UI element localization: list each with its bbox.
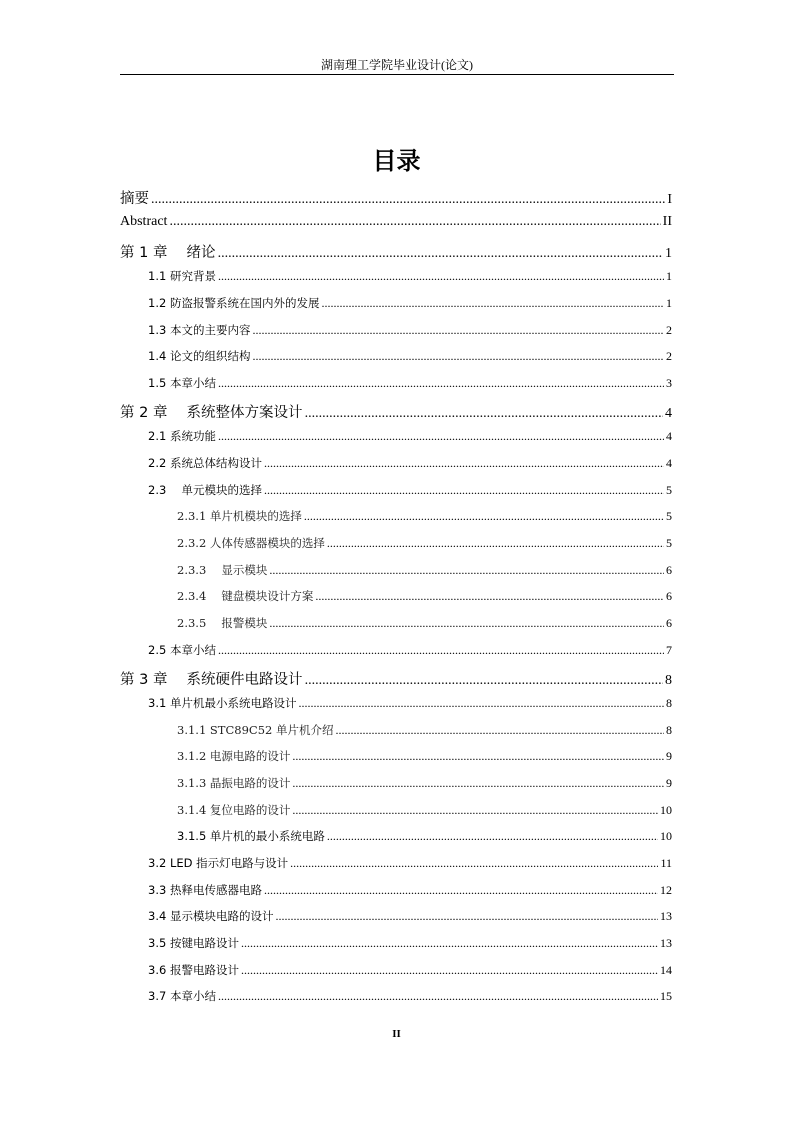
- toc-entry-label: 3.7 本章小结: [148, 989, 216, 1003]
- toc-entry-page: 12: [660, 883, 672, 897]
- toc-entry-2-2[interactable]: [148, 455, 672, 471]
- toc-entry-label: 第 1 章 绪论: [120, 245, 216, 261]
- toc-leader-dots: [151, 192, 665, 208]
- toc-entry-label: 3.1.2 电源电路的设计: [177, 749, 291, 763]
- toc-entry-page: 9: [666, 749, 672, 763]
- toc-title: 目录: [372, 147, 421, 175]
- toc-entry-1-1[interactable]: [148, 268, 672, 284]
- toc-leader-dots: [218, 246, 663, 262]
- toc-entry-page: 8: [666, 723, 672, 737]
- toc-entry-2-3-5[interactable]: [177, 615, 672, 631]
- toc-leader-dots: [218, 429, 664, 444]
- toc-entry-3-1[interactable]: [148, 695, 672, 711]
- toc-entry-3-5[interactable]: [148, 935, 672, 951]
- toc-entry-label: 1.2 防盗报警系统在国内外的发展: [148, 296, 320, 310]
- toc-entry-chapter-2[interactable]: [120, 401, 672, 422]
- toc-entry-label: 2.3.5 报警模块: [177, 616, 268, 630]
- toc-entry-page: 8: [666, 696, 672, 710]
- toc-leader-dots: [275, 909, 658, 924]
- header-rule: [120, 74, 674, 75]
- toc-entry-page: 15: [660, 989, 672, 1003]
- toc-entry-label: 2.3.2 人体传感器模块的选择: [177, 536, 325, 550]
- toc-leader-dots: [264, 483, 664, 498]
- toc-entry-label: 2.3.1 单片机模块的选择: [177, 509, 302, 523]
- toc-entry-page: I: [667, 192, 672, 207]
- toc-entry-label: 1.4 论文的组织结构: [148, 349, 251, 363]
- toc-entry-page: 1: [665, 246, 672, 261]
- toc-leader-dots: [252, 323, 664, 338]
- toc-entry-label: 2.1 系统功能: [148, 429, 216, 443]
- toc-entry-label: 第 3 章 系统硬件电路设计: [120, 672, 303, 688]
- toc-entry-page: II: [662, 214, 672, 229]
- toc-entry-page: 5: [666, 509, 672, 523]
- toc-entry-label: 3.6 报警电路设计: [148, 963, 239, 977]
- toc-entry-label: 1.1 研究背景: [148, 269, 216, 283]
- toc-leader-dots: [218, 989, 658, 1004]
- toc-entry-page: 2: [666, 349, 672, 363]
- toc-entry-3-1-2[interactable]: [177, 748, 672, 764]
- toc-entry-page: 3: [666, 376, 672, 390]
- toc-entry-3-1-4[interactable]: [177, 802, 672, 818]
- toc-leader-dots: [327, 536, 664, 551]
- toc-entry-abstract-cn[interactable]: [120, 187, 672, 208]
- toc-entry-chapter-3[interactable]: [120, 668, 672, 689]
- toc-entry-page: 11: [660, 856, 672, 870]
- toc-entry-page: 5: [666, 483, 672, 497]
- toc-entry-label: 3.3 热释电传感器电路: [148, 883, 262, 897]
- toc-leader-dots: [336, 723, 665, 738]
- toc-entry-2-3-2[interactable]: [177, 535, 672, 551]
- toc-entry-page: 6: [666, 589, 672, 603]
- toc-entry-label: 3.1.3 晶振电路的设计: [177, 776, 291, 790]
- toc-entry-label: 3.1 单片机最小系统电路设计: [148, 696, 297, 710]
- toc-entry-2-3-1[interactable]: [177, 508, 672, 524]
- toc-entry-3-6[interactable]: [148, 962, 672, 978]
- toc-leader-dots: [304, 509, 664, 524]
- toc-entry-3-4[interactable]: [148, 908, 672, 924]
- page-header: 湖南理工学院毕业设计(论文): [321, 58, 473, 72]
- toc-entry-page: 9: [666, 776, 672, 790]
- toc-entry-page: 4: [666, 429, 672, 443]
- toc-entry-label: 2.2 系统总体结构设计: [148, 456, 262, 470]
- toc-leader-dots: [305, 406, 663, 422]
- toc-entry-2-1[interactable]: [148, 428, 672, 444]
- toc-leader-dots: [252, 349, 664, 364]
- toc-leader-dots: [290, 856, 658, 871]
- toc-entry-2-3-3[interactable]: [177, 562, 672, 578]
- toc-leader-dots: [298, 696, 664, 711]
- toc-entry-3-7[interactable]: [148, 988, 672, 1004]
- toc-entry-3-1-1[interactable]: [177, 722, 672, 738]
- toc-entry-2-3[interactable]: [148, 482, 672, 498]
- toc-entry-label: 3.5 按键电路设计: [148, 936, 239, 950]
- toc-entry-label: 摘要: [120, 191, 149, 207]
- toc-entry-label: 2.3.4 键盘模块设计方案: [177, 589, 314, 603]
- toc-entry-abstract-en[interactable]: [120, 214, 672, 230]
- toc-entry-1-4[interactable]: [148, 348, 672, 364]
- toc-entry-3-2[interactable]: [148, 855, 672, 871]
- toc-leader-dots: [264, 456, 664, 471]
- toc-leader-dots: [292, 803, 658, 818]
- toc-entry-1-5[interactable]: [148, 375, 672, 391]
- toc-entry-3-1-5[interactable]: [177, 828, 672, 844]
- toc-entry-label: 3.1.5 单片机的最小系统电路: [177, 829, 325, 843]
- toc-entry-page: 2: [666, 323, 672, 337]
- toc-entry-label: 1.3 本文的主要内容: [148, 323, 251, 337]
- toc-entry-label: 2.3 单元模块的选择: [148, 483, 262, 497]
- toc-entry-page: 10: [660, 803, 672, 817]
- toc-leader-dots: [169, 214, 660, 230]
- toc-entry-page: 4: [665, 406, 672, 421]
- toc-entry-label: 2.3.3 显示模块: [177, 563, 268, 577]
- toc-entry-2-3-4[interactable]: [177, 588, 672, 604]
- toc-entry-page: 8: [665, 673, 672, 688]
- toc-leader-dots: [218, 643, 664, 658]
- toc-entry-page: 4: [666, 456, 672, 470]
- toc-entry-label: 2.5 本章小结: [148, 643, 216, 657]
- toc-entry-1-3[interactable]: [148, 322, 672, 338]
- page-number: II: [392, 1028, 401, 1040]
- toc-leader-dots: [218, 269, 664, 284]
- toc-entry-label: 第 2 章 系统整体方案设计: [120, 405, 303, 421]
- toc-leader-dots: [241, 963, 658, 978]
- toc-entry-page: 5: [666, 536, 672, 550]
- toc-entry-page: 13: [660, 909, 672, 923]
- toc-entry-page: 1: [666, 269, 672, 283]
- toc-entry-label: Abstract: [120, 214, 168, 229]
- toc-leader-dots: [321, 296, 664, 311]
- toc-entry-page: 6: [666, 563, 672, 577]
- toc-leader-dots: [292, 749, 664, 764]
- toc-entry-page: 10: [660, 829, 672, 843]
- toc-entry-chapter-1[interactable]: [120, 241, 672, 262]
- toc-entry-label: 3.4 显示模块电路的设计: [148, 909, 274, 923]
- toc-entry-2-5[interactable]: [148, 642, 672, 658]
- toc-leader-dots: [269, 563, 664, 578]
- toc-entry-label: 3.1.1 STC89C52 单片机介绍: [177, 723, 334, 737]
- toc-leader-dots: [315, 589, 664, 604]
- toc-entry-label: 3.1.4 复位电路的设计: [177, 803, 291, 817]
- toc-leader-dots: [264, 883, 658, 898]
- toc-leader-dots: [292, 776, 664, 791]
- toc-entry-3-1-3[interactable]: [177, 775, 672, 791]
- toc-entry-label: 1.5 本章小结: [148, 376, 216, 390]
- toc-entry-page: 14: [660, 963, 672, 977]
- toc-entry-page: 1: [666, 296, 672, 310]
- toc-leader-dots: [269, 616, 664, 631]
- toc-leader-dots: [218, 376, 664, 391]
- toc-leader-dots: [327, 829, 658, 844]
- toc-leader-dots: [305, 673, 663, 689]
- toc-entry-3-3[interactable]: [148, 882, 672, 898]
- toc-entry-page: 7: [666, 643, 672, 657]
- toc-entry-1-2[interactable]: [148, 295, 672, 311]
- toc-entry-label: 3.2 LED 指示灯电路与设计: [148, 856, 289, 870]
- toc-entry-page: 6: [666, 616, 672, 630]
- toc-leader-dots: [241, 936, 658, 951]
- toc-entry-page: 13: [660, 936, 672, 950]
